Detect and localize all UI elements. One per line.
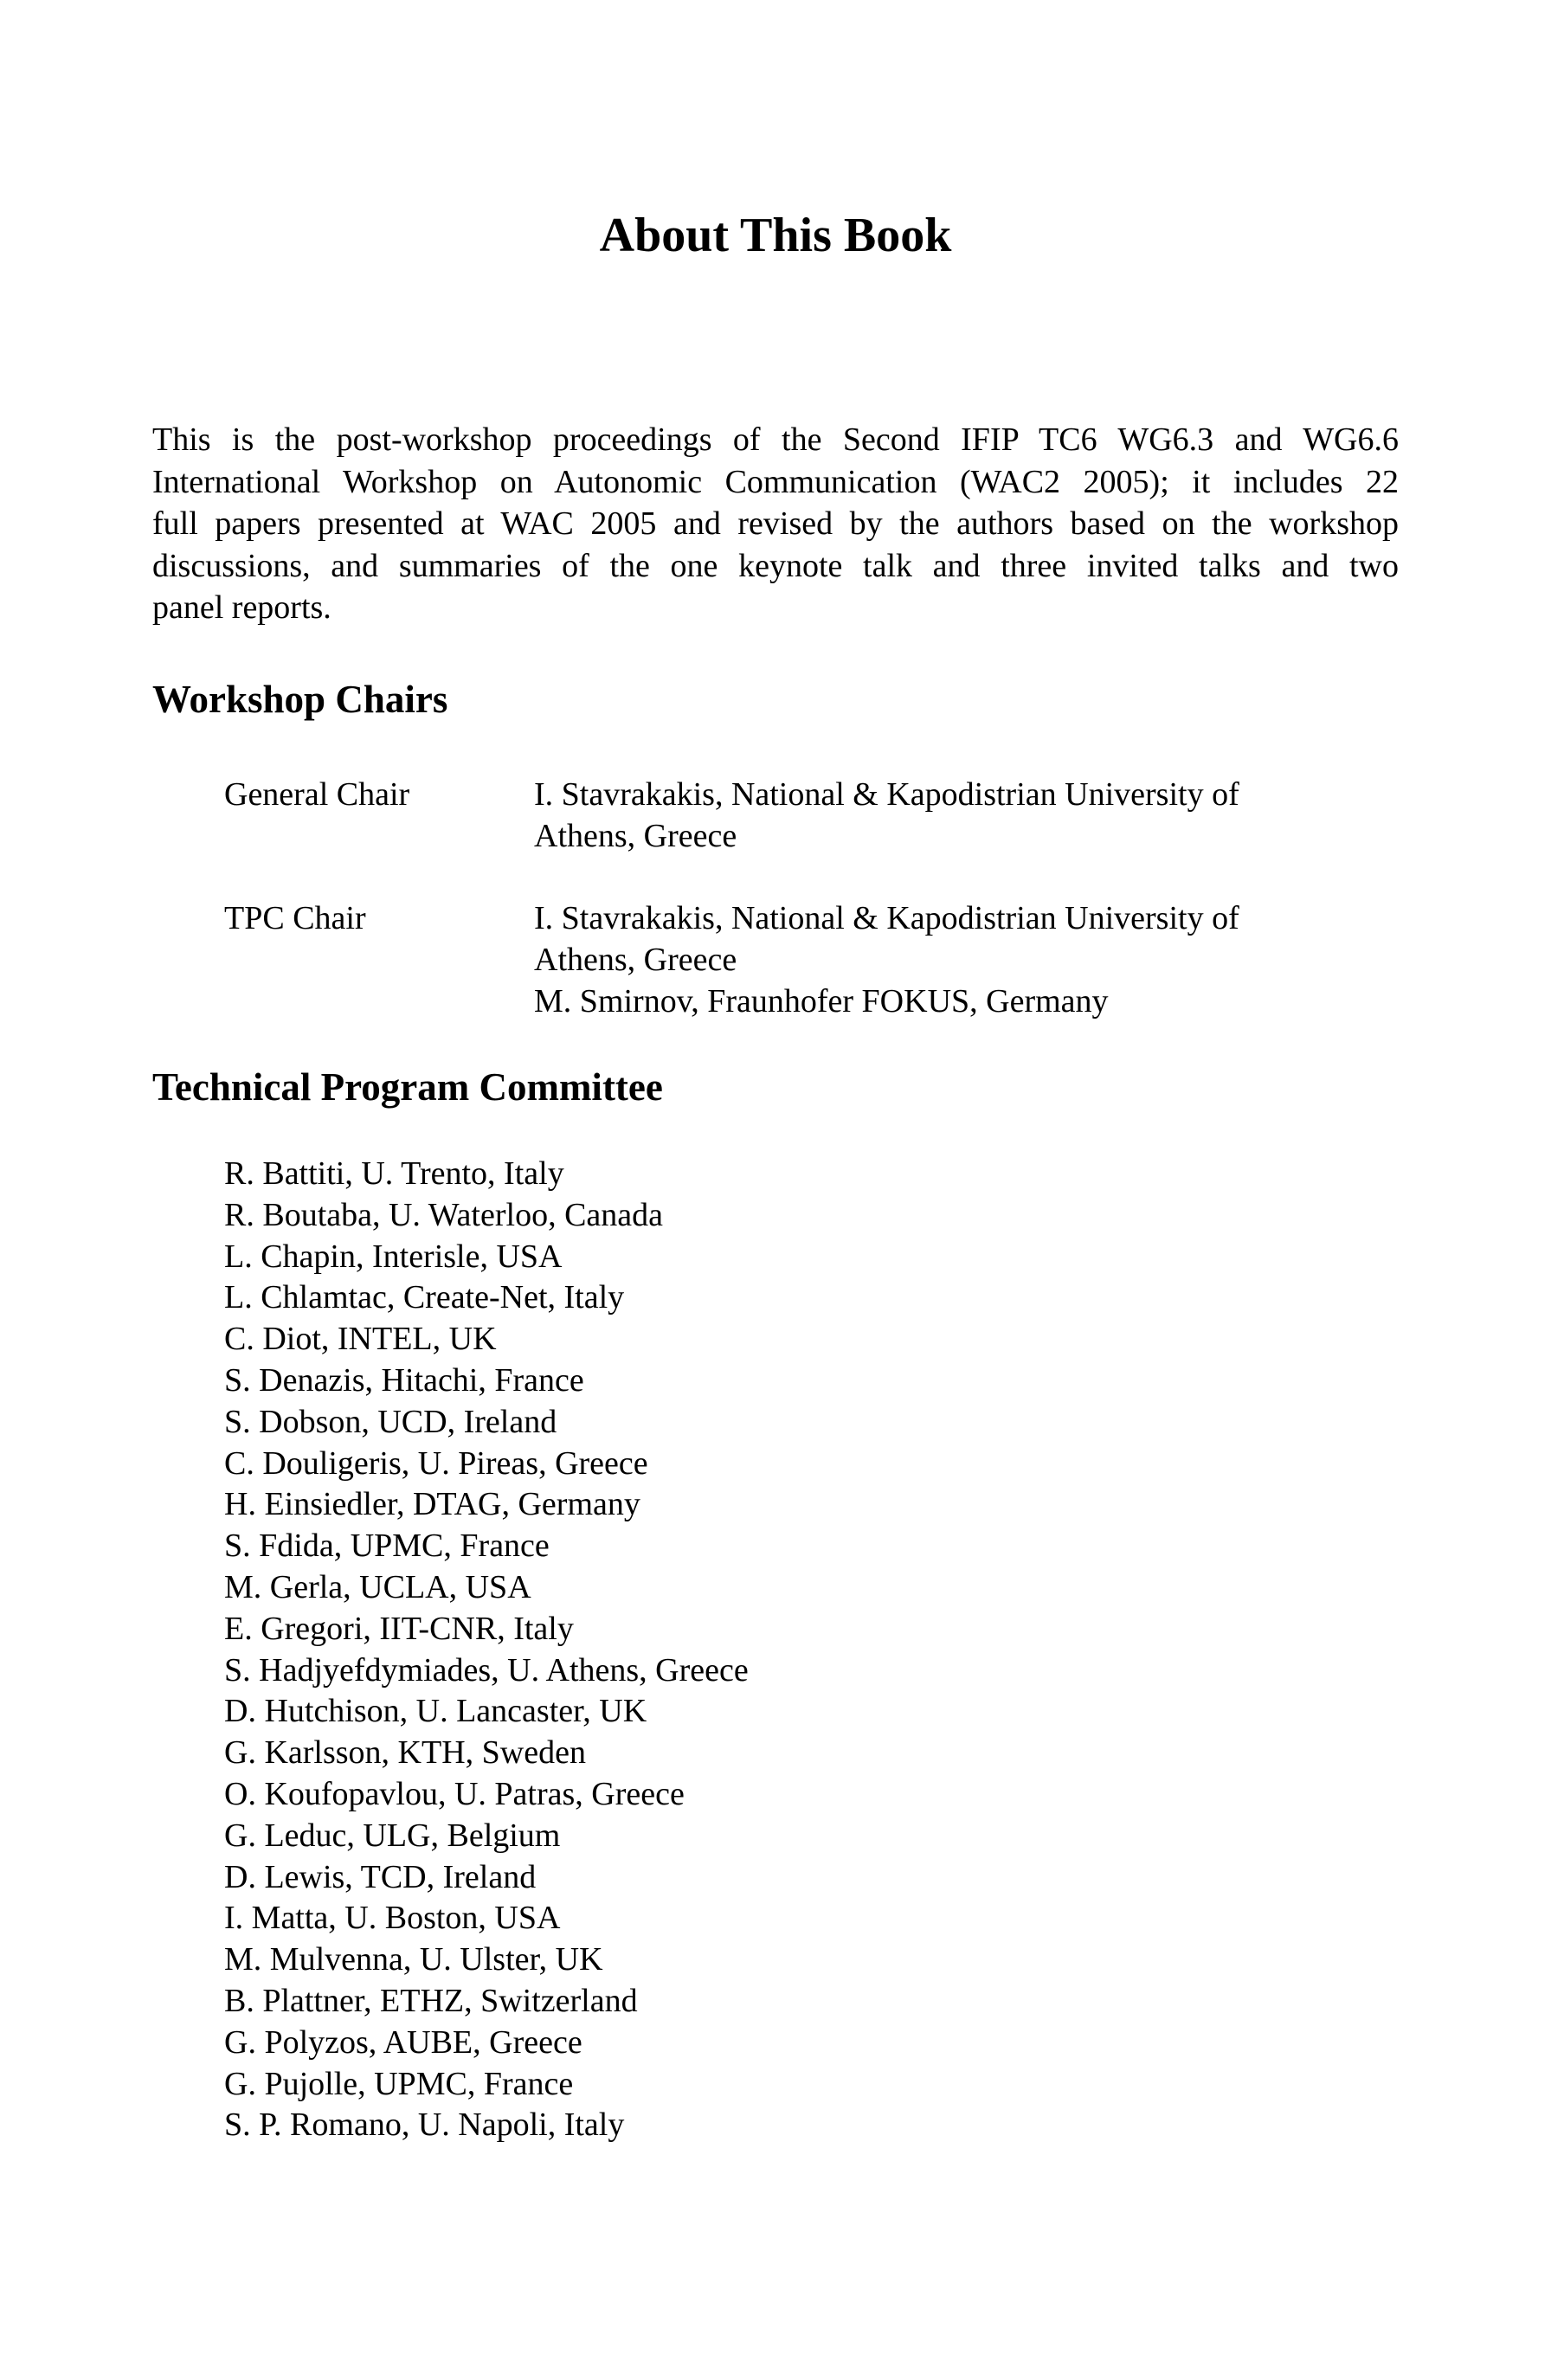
committee-member: R. Battiti, U. Trento, Italy [224, 1155, 564, 1192]
tpc-chair-label: TPC Chair [224, 900, 366, 936]
committee-member: H. Einsiedler, DTAG, Germany [224, 1486, 640, 1523]
committee-member: S. P. Romano, U. Napoli, Italy [224, 2107, 625, 2144]
committee-member: C. Douligeris, U. Pireas, Greece [224, 1444, 648, 1482]
committee-member: L. Chapin, Interisle, USA [224, 1238, 563, 1275]
intro-line: International Workshop on Autonomic Communication (WAC2 2005); it includes 22 [152, 463, 1399, 500]
committee-member: L. Chlamtac, Create-Net, Italy [224, 1279, 625, 1316]
committee-member: S. Dobson, UCD, Ireland [224, 1403, 557, 1440]
intro-line: panel reports. [152, 589, 331, 626]
intro-line: discussions, and summaries of the one keynote talk and three invited talks and two [152, 547, 1399, 584]
page-title: About This Book [599, 209, 952, 262]
committee-member: G. Polyzos, AUBE, Greece [224, 2023, 582, 2061]
committee-member: D. Hutchison, U. Lancaster, UK [224, 1693, 647, 1730]
tpc-chair-line: Athens, Greece [534, 942, 737, 978]
tpc-chair-line: M. Smirnov, Fraunhofer FOKUS, Germany [534, 983, 1109, 1020]
committee-list [224, 1154, 749, 2146]
committee-member: B. Plattner, ETHZ, Switzerland [224, 1982, 638, 2019]
committee-member: S. Fdida, UPMC, France [224, 1528, 550, 1565]
tpc-chair-value [534, 897, 1400, 1022]
committee-member: G. Karlsson, KTH, Sweden [224, 1734, 586, 1772]
committee-member: S. Hadjyefdymiades, U. Athens, Greece [224, 1651, 749, 1689]
committee-member: R. Boutaba, U. Waterloo, Canada [224, 1196, 664, 1233]
intro-line: full papers presented at WAC 2005 and revised by the authors based on the workshop [152, 505, 1399, 542]
intro-paragraph [152, 419, 1399, 629]
committee-heading: Technical Program Committee [152, 1065, 663, 1109]
committee-member: G. Leduc, ULG, Belgium [224, 1817, 561, 1854]
committee-member: M. Gerla, UCLA, USA [224, 1568, 531, 1605]
committee-member: C. Diot, INTEL, UK [224, 1321, 497, 1358]
committee-member: D. Lewis, TCD, Ireland [224, 1858, 537, 1895]
committee-member: I. Matta, U. Boston, USA [224, 1900, 561, 1937]
committee-member: S. Denazis, Hitachi, France [224, 1361, 584, 1399]
committee-member: M. Mulvenna, U. Ulster, UK [224, 1941, 603, 1978]
committee-member: E. Gregori, IIT-CNR, Italy [224, 1610, 574, 1647]
general-chair-line: Athens, Greece [534, 818, 737, 854]
general-chair-value [534, 774, 1400, 857]
general-chair-label: General Chair [224, 776, 410, 813]
committee-member: G. Pujolle, UPMC, France [224, 2065, 574, 2102]
committee-member: O. Koufopavlou, U. Patras, Greece [224, 1775, 685, 1812]
general-chair-line: I. Stavrakakis, National & Kapodistrian University of [534, 776, 1239, 813]
tpc-chair-line: I. Stavrakakis, National & Kapodistrian University of [534, 900, 1239, 936]
workshop-chairs-heading: Workshop Chairs [152, 678, 448, 721]
intro-line: This is the post-workshop proceedings of the Second IFIP TC6 WG6.3 and WG6.6 [152, 421, 1399, 458]
